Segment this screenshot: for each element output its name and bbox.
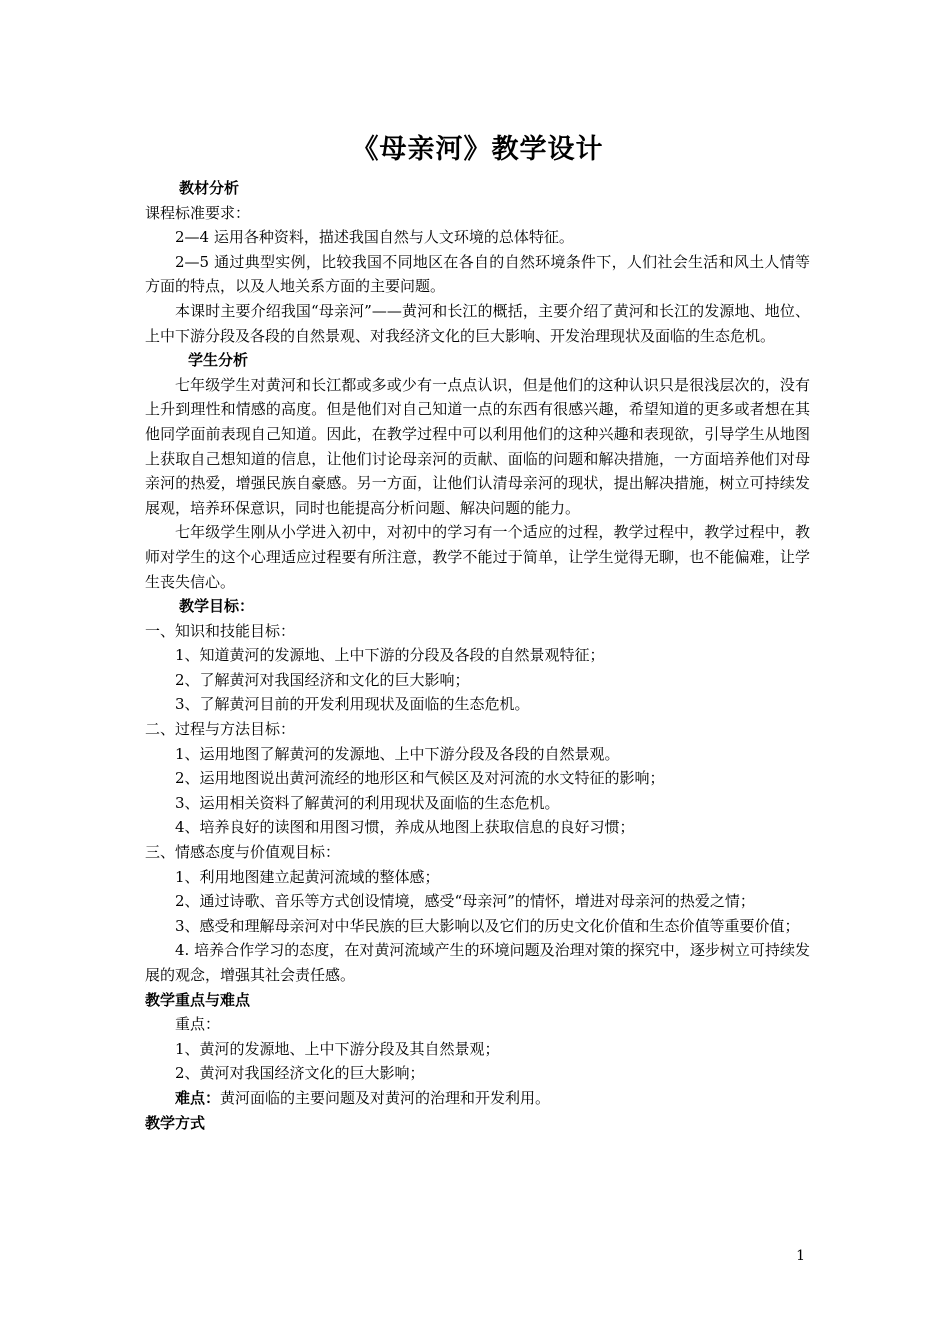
goal-1-item: 1、知道黄河的发源地、上中下游的分段及各段的自然景观特征； [175,646,605,665]
student-paragraph-2: 七年级学生刚从小学进入初中，对初中的学习有一个适应的过程，教学过程中，教学过程中，教师对学生的这个心理适应过程要有所注意，教学不能过于简单，让学生觉得无聊，也不能偏难，让学生丧失信心。 [145,523,810,591]
goal-2-item: 3、运用相关资料了解黄河的利用现状及面临的生态危机。 [175,793,560,812]
goal-2-label: 二、过程与方法目标： [145,720,296,739]
key-point-item: 1、黄河的发源地、上中下游分段及其自然景观； [175,1039,500,1058]
goal-2-item: 4、培养良好的读图和用图习惯，养成从地图上获取信息的良好习惯； [175,818,635,837]
document-title: 《母亲河》教学设计 [351,134,604,165]
goal-3-item: 1、利用地图建立起黄河流域的整体感； [175,867,440,886]
page-number: 1 [796,1248,805,1264]
section-heading-goals: 教学目标： [179,597,255,616]
goal-2-item: 2、运用地图说出黄河流经的地形区和气候区及对河流的水文特征的影响； [175,769,665,788]
section-heading-textbook: 教材分析 [179,179,240,197]
key-point-item: 2、黄河对我国经济文化的巨大影响； [175,1064,425,1083]
lesson-summary: 本课时主要介绍我国“母亲河”——黄河和长江的概括，主要介绍了黄河和长江的发源地、地位、上中下游分段及各段的自然景观、对我经济文化的巨大影响、开发治理现状及面临的生态危机。 [145,301,810,345]
section-heading-method: 教学方式 [145,1113,206,1132]
difficulty-label: 难点： [175,1088,221,1107]
key-points-label: 重点： [175,1015,221,1034]
document-body [145,130,810,1135]
student-paragraph-1: 七年级学生对黄河和长江都或多或少有一点点认识，但是他们的这种认识只是很浅层次的，没有上升到理性和情感的高度。但是他们对自己知道一点的东西有很感兴趣，希望知道的更多或者想在其他同学面前表现自己知道。因此，在教学过程中可以利用他们的这种兴趣和表现欲，引导学生从地图上获取自己想知道的信息，让他们讨论母亲河的贡献、面临的问题和解决措施，一方面培养他们对母亲河的热爱，增强民族自豪感。另一方面，让他们认清母亲河的现状，提出解决措施，树立可持续发展观，培养环保意识，同时也能提高分析问题、解决问题的能力。 [145,375,810,517]
difficulty-line [145,1086,810,1111]
goal-1-label: 一、知识和技能目标： [145,621,296,640]
difficulty-text: 黄河面临的主要问题及对黄河的治理和开发利用。 [220,1088,551,1107]
standard-2-5: 2—5 通过典型实例，比较我国不同地区在各自的自然环境条件下，人们社会生活和风土人情等方面的特点，以及人地关系方面的主要问题。 [145,252,810,296]
goal-1-item: 3、了解黄河目前的开发利用现状及面临的生态危机。 [175,695,530,714]
goal-2-item: 1、运用地图了解黄河的发源地、上中下游分段及各段的自然景观。 [175,744,620,763]
goal-3-label: 三、情感态度与价值观目标： [145,843,341,862]
goal-3-item: 2、通过诗歌、音乐等方式创设情境，感受“母亲河”的情怀，增进对母亲河的热爱之情； [175,892,755,911]
goal-3-item: 3、感受和理解母亲河对中华民族的巨大影响以及它们的历史文化价值和生态价值等重要价值； [175,916,800,935]
goal-1-item: 2、了解黄河对我国经济和文化的巨大影响； [175,670,470,689]
section-heading-student: 学生分析 [188,351,249,370]
section-heading-key-points: 教学重点与难点 [145,990,251,1009]
curriculum-label: 课程标准要求： [145,203,251,222]
goal-3-item: 4. 培养合作学习的态度，在对黄河流域产生的环境问题及治理对策的探究中，逐步树立可持续发展的观念，增强其社会责任感。 [145,941,810,984]
standard-2-4: 2—4 运用各种资料，描述我国自然与人文环境的总体特征。 [175,228,574,247]
